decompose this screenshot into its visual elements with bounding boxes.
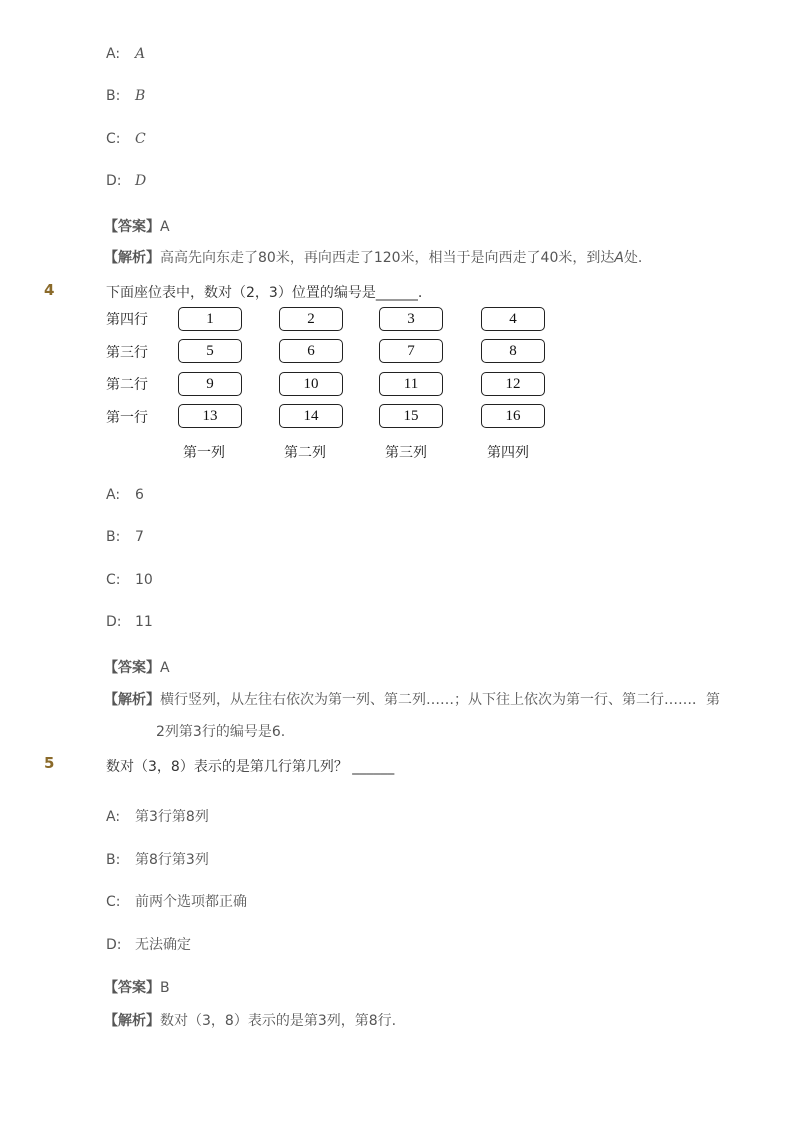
seat-cell: 4 [481,307,545,331]
question-text: 下面座位表中，数对（2，3）位置的编号是______. [106,285,423,301]
option-label: B: [106,852,121,868]
option-text: 10 [135,572,153,588]
option-text: B [135,88,146,104]
answer-tag: 【答案】 [104,660,160,676]
seat-cell: 13 [178,404,242,428]
q4-explanation-line2: 2列第3行的编号是6. [156,724,286,740]
option-text: D [135,173,147,189]
option-label: A: [106,46,121,62]
seat-cell: 2 [279,307,343,331]
option-text: A [135,46,146,62]
q5-option-d [106,934,191,954]
row-label: 第四行 [106,312,148,328]
seat-cell: 7 [379,339,443,363]
option-text: 7 [135,529,144,545]
seat-cell: 6 [279,339,343,363]
q3-option-a [106,46,145,62]
q3-answer [104,216,170,236]
row-label: 第二行 [106,377,148,393]
seat-cell: 16 [481,404,545,428]
column-label: 第四列 [487,445,529,461]
answer-value: B [160,980,170,996]
seat-cell: 11 [379,372,443,396]
q4-option-b [106,529,144,545]
column-label: 第三列 [385,445,427,461]
seat-cell: 3 [379,307,443,331]
explanation-text: 横行竖列，从左往右依次为第一列、第二列……；从下往上依次为第一行、第二行……．第 [160,692,720,708]
answer-tag: 【答案】 [104,219,160,235]
q5-explanation [104,1010,396,1030]
row-label: 第三行 [106,345,148,361]
column-label: 第一列 [183,445,225,461]
q5-answer [104,977,170,997]
option-text: 6 [135,487,144,503]
q3-option-c [106,131,146,147]
seat-cell: 1 [178,307,242,331]
option-text: 11 [135,614,153,630]
explanation-tag: 【解析】 [104,692,160,708]
answer-value: A [160,219,170,235]
explanation-text: 高高先向东走了80米，再向西走了120米，相当于是向西走了40米，到达 [160,250,615,266]
seat-cell: 5 [178,339,242,363]
option-label: D: [106,614,122,630]
explanation-italic: A [614,250,624,266]
explanation-text-end: 处. [623,250,643,266]
explanation-text: 数对（3，8）表示的是第3列，第8行. [160,1013,397,1029]
option-label: A: [106,487,121,503]
option-label: A: [106,809,121,825]
option-label: C: [106,572,121,588]
q5-option-c [106,891,247,911]
q4-answer [104,657,170,677]
seat-cell: 8 [481,339,545,363]
option-text: 前两个选项都正确 [135,894,247,910]
q4-option-d [106,614,153,630]
q4-option-a [106,487,144,503]
question-number: 5 [44,754,55,772]
answer-value: A [160,660,170,676]
q4-option-c [106,572,153,588]
option-label: C: [106,131,121,147]
seat-cell: 10 [279,372,343,396]
explanation-tag: 【解析】 [104,250,160,266]
seat-cell: 14 [279,404,343,428]
option-label: C: [106,894,121,910]
q3-explanation [104,247,642,267]
seat-cell: 12 [481,372,545,396]
question-text: 数对（3，8）表示的是第几行第几列？ ______ [106,759,395,775]
option-label: B: [106,529,121,545]
option-label: B: [106,88,121,104]
answer-tag: 【答案】 [104,980,160,996]
seat-cell: 15 [379,404,443,428]
column-label: 第二列 [284,445,326,461]
option-text: 第3行第8列 [135,809,209,825]
q4-explanation [104,689,720,709]
q5-option-b [106,849,209,869]
option-text: 无法确定 [135,937,191,953]
option-label: D: [106,173,122,189]
option-text: 第8行第3列 [135,852,209,868]
q3-option-d [106,173,146,189]
q5-option-a [106,806,209,826]
option-text: C [135,131,146,147]
q3-option-b [106,88,145,104]
option-label: D: [106,937,122,953]
explanation-tag: 【解析】 [104,1013,160,1029]
row-label: 第一行 [106,410,148,426]
question-number: 4 [44,281,55,299]
seat-cell: 9 [178,372,242,396]
